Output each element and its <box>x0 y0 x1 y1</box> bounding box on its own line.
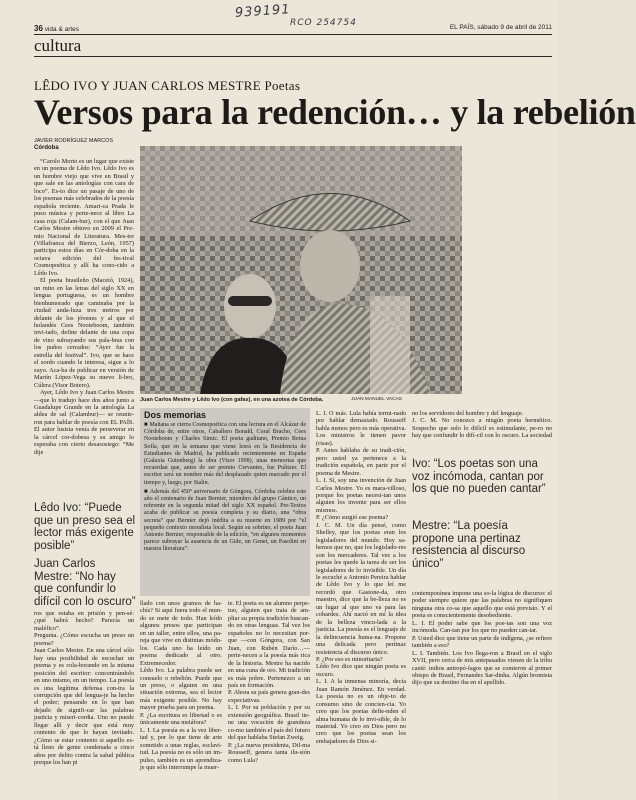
article-column-5-top: no los servidores del hombre y del lenguaje. J. C. M. No conozco a ningún poeta hermético. Sospecho que solo lo difícil es estimulante, pe-ro no hay que confundir lo difí-cil con lo oscuro. La sociedad <box>412 410 552 440</box>
page-number: 36 <box>34 24 43 33</box>
section-path: vida & artes <box>44 26 80 33</box>
article-column-2: llado con unos gramos de ha-chís? Si aquí fuera todo el mun-do se mete de todo. Han leído algunos presos que participan en un taller, entre ellos, una pa-reja que vive en distintas módu-los. Cada uno ha leído un poema dedicado al otro. Extremecedor. Lêdo Ivo. La palabra puede ser consuelo o rebelión. Puede que un preso, o alguien en una situación extrema, sea el lector más exigente posible. No hay mayor prueba para un poema. P. ¿La escritura es libertad o es únicamente una metáfora? L. I. La poesía es a la vez liber-tad y, por lo que tiene de arte sometido a unas reglas, esclavi-tud. La poesía no es sólo un im-pulso, también es un aprendiza-je que sólo interrumpe la muer- <box>140 600 222 771</box>
photo-image <box>140 146 462 394</box>
paragraph: “Carolo Morto es un lugar que existe en un poema de Lêdo Ivo. Lêdo Ivo es un hombre viejo que vive en Brasil y que sale en las antologías con cara de loco”. Es-to dice un pasaje de uno de los poemas más celebrados de la poesía española reciente. Amari-ca Prada le puso música y perte-nece al libro La casa roja (Calam-bur), con el que Juan Carlos Mestre obtuvo en 2009 el Pre-mio Nacional de Literatura. Mes-tre (Villafranca del Bierzo, León, 1957) participa estos días en Cór-doba en la octava edición del fes-tival Cosmopoética y allí ha cono-cido a Lêdo Ivo. <box>34 158 134 277</box>
caption-text: Juan Carlos Mestre y Lêdo Ivo (con gafas), en una azotea de Córdoba. <box>140 397 324 403</box>
article-column-5-bottom: contemporánea impone una so-la lógica de discurso: el poder siempre quiere que las palabras no signifiquen ninguna otra co-sa que aquello que está previsto. Y el poeta es conscientemente desobediente. L. I. El poder sabe que los poe-tas son una voz incómoda. Can-tan por los que no pueden can-tar. P. Usted dice que tiene un parte de indígena, ¿se refiere también a eso? L. I. También. Los Ivo llega-ron a Brasil en el siglo XVII, pero cerca de mis antepasados vienen de la tribu caeté: indios antropó-fagos que se comieron al primer obispo de Brasil, Fernandes Sar-dinha. Algún bromista dijo que su destino iba en el apellido. <box>412 590 552 687</box>
paragraph: Ayer, Lêdo Ivo y Juan Carlos Mestre —que lo tradujo hace dos años junto a Guadalupe Grande en la antología La aldea de sal (Calambur)— se reunie-ron para hablar de poesía con EL PAÍS. El autor lusista venía de perseverar en la cárcel cor-dobesa y su amigo lo esperaba con cierto desasosiego: “Me dije <box>34 389 134 456</box>
sidebar-paragraph: ■ Además del 450º aniversario de Góngora, Córdoba celebra este año el centenario de Juan Bernier, miembro del grupo Cántico, un referente en la segunda mitad del siglo XX español. Pre-Textos acaba de publicar su poesía completa y su diario, una “obra secreta” que Bernier dejó inédita a su muerte en 1989 por “el pequeño contexto moralista local. Según su sobrino, el poeta Juan Antonio Bernier, responsable de la edición, “en algunos momentos parece subrayar la ausencia de un Gide, un Genet, un Pasolini en nuestra literatura”. <box>144 488 306 553</box>
article-kicker: LÊDO IVO Y JUAN CARLOS MESTRE Poetas <box>34 78 301 93</box>
author-name: JAVIER RODRÍGUEZ MARCOS <box>34 138 114 144</box>
section-title: cultura <box>34 36 82 55</box>
pull-quote: Ivo: “Los poetas son una voz incómoda, cantan por los que no pueden cantar” <box>412 458 546 495</box>
section-rule <box>34 56 552 57</box>
paragraph: El poeta brasileño (Maceió, 1924), un mito en las letras del siglo XX en lengua portuguesa, es un hombre bienhumorado que caminaba por la ciudad anda-luza tres metros por delante de los jóvenes y al que el holandés Cees Nooteboom, también invi-tado, define delante de una copa de vino subrayando sus pala-bras con los puños cerrados: “Ayer fue la estrella del festival”. Ivo, que se hace el sordo cuando le interesa, sigue a lo suyo. Aca-ba de publicar en versión de Martín López-Vega su nuevo li-bro, Cúlera (Visor Botero). <box>34 277 134 389</box>
newspaper-date: EL PAÍS, sábado 9 de abril de 2011 <box>449 24 552 31</box>
header-rule <box>34 34 552 35</box>
dateline-place: Córdoba <box>34 145 59 151</box>
handwritten-reference: RCO 254754 <box>290 18 357 28</box>
page-header-left <box>34 24 79 33</box>
article-photo <box>140 146 462 394</box>
pull-quote: Lêdo Ivo: “Puede que un preso sea el lector más exigente posible” <box>34 502 136 552</box>
pull-quote: Mestre: “La poesía propone una pertinaz resistencia al discurso único” <box>412 520 526 570</box>
handwritten-number: 939191 <box>234 2 292 21</box>
article-column-4: L. I. O más. Lula había termi-nado por hablar demasiado. Rousseff habla menos pero es más operativa. Los ministros le tienen pavor (risas). P. Antes hablaba de su tradi-ción, pero usted ya pertenece a la tradición española, en parte por el poema de Mestre. L. I. Sí, soy una invención de Juan Carlos Mestre. Yo es mara-villoso, porque los poetas necesi-tan unos alguien los invente para ser ellos mismos. P. ¿Cómo surgió ese poema? J. C. M. Un día pensé, como Shelley, que los poetas eran los legisladores del mundo. Hoy sa-bemos que no, que los legislado-res son los mercaderes. Tal vez a los poetas les quede la tarea de ser los legisladores de lo invisible. Un día le escuché a Antonio Pereira hablar de Lêdo Ivo y lo que leí me recordó que Gastone-da, otro maestro, dice que la be-lleza no es un lugar al que uno va para las cobardes. Ahí nació en mí la idea de la belleza vincu-lada a la justicia. La poesía es el lenguaje de la delincuencia huma-na. Propone una delicada pero pertinaz resistencia al discurso único. P. ¿Por eso es minoritaria? Lêdo Ivo dice que ningún poeta es oscuro. L. I. A la inmensa minoría, decía Juan Ramón Jiménez. En verdad. La poesía no es un obje-to de consumo sino de concien-cia. Yo creo que los poetas defie-nden el alma humana de lo invi-sible, de lo material. Yo creo en Dios pero no creo que los poetas sean los embajadores de Dios si- <box>316 410 406 745</box>
sidebar-paragraph: ■ Mañana se cierra Cosmopoética con una lectura en el Alcázar de Córdoba de, entre otros, Caballero Bonald, Coral Bracho, Cees Nooteboom y Charles Simic. El poeta gaditano, Premio Reina Sofía, que en la semana que viene leerá en la Residencia de Estudiantes de Madrid, ha publicado recientemente en España (Galaxia Gutenberg) la obra (Visor 1998), unas memorias que recuerdan que, antes de ser premio Cervantes, fue Pulitzer. El escritor será un nombre más del desplazado quien marcado por el tiempo y, luego, por Stalin. <box>144 422 306 486</box>
byline <box>34 138 113 151</box>
article-headline: Versos para la redención… y la rebelión <box>34 92 636 132</box>
article-column-3: te. El poeta es un alumno perpe-tuo, alguien que trata de am-pliar su propia tradición buscan-do en otras lenguas. Tal vez los españoles no lo necesitan por-que —con Góngora, con San Juan, con Rubén Darío…— perte-necen a la poesía más rica de la historia. Mestre ha nacido en una cuna de oro. Mi tradición es más pobre. Pertenezco a un país en formación. P. Ahora su país genera gran-des expectativas. L. I. Por su población y por su extensión geográfica. Brasil tie-ne una vocación de grandeza co-mo también el país del futuro del que hablaba Stefan Zweig. P. ¿La nueva presidenta, Dil-ma Rousseff, genera tanta ilu-sión como Lula? <box>228 600 311 764</box>
article-column-1 <box>34 158 134 492</box>
article-column-1-bottom: ros que estaba en prisión y pen-sé: ¿qué habrá hecho? Parecía un maléfico”. Pregunta. ¿Cómo escucha un preso un poema? Juan Carlos Mestre. En una cárcel sólo hay una posibilidad de escuchar un poema y es cola-borando en la misma posición del escritor: concentrándolo en uno mismo, en un tiempo. La poesía es una legítima defensa con-tra la corrupción que del lengua-je ha hecho el poder; pensando en lo que han dejado de signifi-car las palabras justicia y miseri-cordia. Uno no puede llegar allí y decir que está muy contento de que lo hayan invitado. ¿Cómo se estar contento si aquello es-tá lleno de gente condenada a cinco años por delito contra la salud pública porque los han pi <box>34 610 134 767</box>
sidebar-title: Dos memorias <box>144 410 207 420</box>
photo-credit: JUAN MANUEL VACAS <box>351 397 402 402</box>
photo-caption <box>140 397 462 403</box>
sidebar-box <box>140 408 310 596</box>
pull-quote: Juan Carlos Mestre: “No hay que confundir lo difícil con lo oscuro” <box>34 558 136 608</box>
page-header <box>34 22 552 34</box>
